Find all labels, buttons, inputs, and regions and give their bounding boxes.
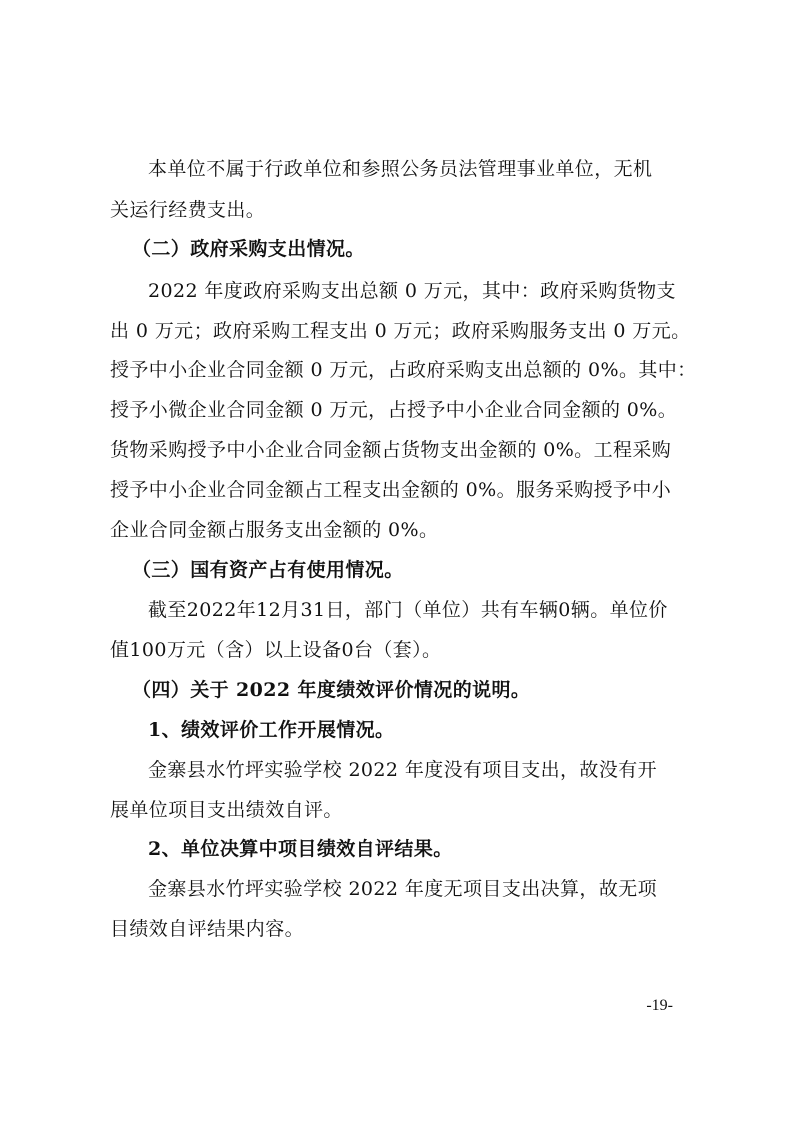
section-heading: （二）政府采购支出情况。 [132,238,365,260]
paragraph-line: 关运行经费支出。 [110,199,266,221]
paragraph-line: 授予中小企业合同金额占工程支出金额的 0%。服务采购授予中小 [110,479,672,501]
paragraph-line: 目绩效自评结果内容。 [110,918,305,940]
paragraph-line: 金寨县水竹坪实验学校 2022 年度没有项目支出，故没有开 [148,759,658,781]
page-number: -19- [646,997,673,1014]
section-heading: （三）国有资产占有使用情况。 [132,559,404,581]
subsection-heading: 1、绩效评价工作开展情况。 [148,719,395,741]
paragraph-line: 货物采购授予中小企业合同金额占货物支出金额的 0%。工程采购 [110,439,672,461]
paragraph-line: 值100万元（含）以上设备0台（套）。 [110,639,442,661]
paragraph-line: 2022 年度政府采购支出总额 0 万元，其中：政府采购货物支 [148,280,676,302]
paragraph-line: 授予小微企业合同金额 0 万元，占授予中小企业合同金额的 0%。 [110,399,678,421]
paragraph-line: 金寨县水竹坪实验学校 2022 年度无项目支出决算，故无项 [148,878,658,900]
paragraph-line: 截至2022年12月31日，部门（单位）共有车辆0辆。单位价 [148,599,668,621]
paragraph-line: 展单位项目支出绩效自评。 [110,799,343,821]
section-heading: （四）关于 2022 年度绩效评价情况的说明。 [132,679,531,701]
paragraph-line: 本单位不属于行政单位和参照公务员法管理事业单位，无机 [148,158,653,180]
subsection-heading: 2、单位决算中项目绩效自评结果。 [148,838,453,860]
paragraph-line: 授予中小企业合同金额 0 万元，占政府采购支出总额的 0%。其中： [110,359,697,381]
paragraph-line: 企业合同金额占服务支出金额的 0%。 [110,519,439,541]
paragraph-line: 出 0 万元；政府采购工程支出 0 万元；政府采购服务支出 0 万元。 [110,320,691,342]
